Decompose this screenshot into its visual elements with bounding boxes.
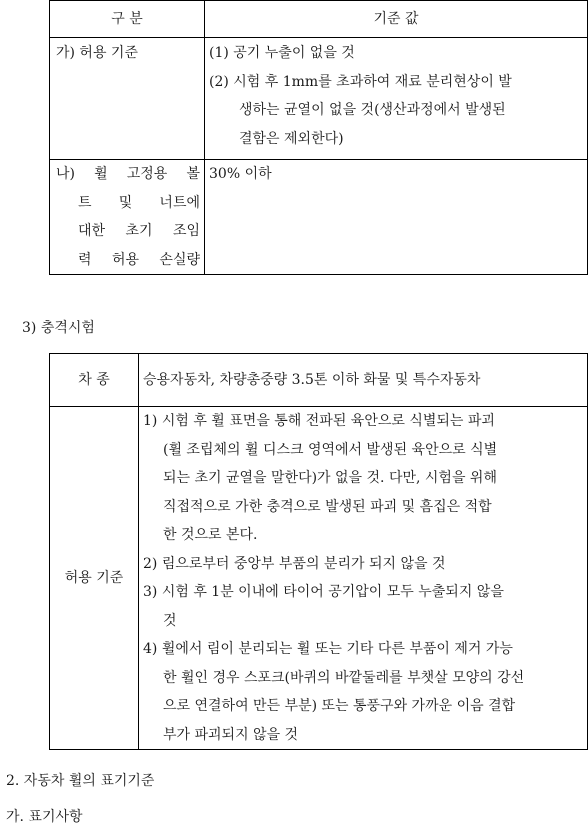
row-value-vehicle-type: 승용자동차, 차량총중량 3.5톤 이하 화물 및 특수자동차 [139, 354, 588, 407]
header-category: 구 분 [50, 1, 205, 38]
standards-table [49, 0, 588, 275]
criterion-line: (1) 공기 누출이 없을 것 [209, 45, 355, 61]
label-line: 트 및 너트에 [78, 194, 200, 211]
criterion-line: 한 것으로 본다. [163, 527, 258, 543]
row-label-vehicle-type: 차 종 [50, 354, 139, 407]
section-heading-wheel-marking: 2. 자동차 휠의 표기기준 [6, 773, 155, 789]
table-row [50, 38, 588, 160]
row-value-torque-loss: 30% 이하 [205, 160, 588, 275]
criterion-line: 부가 파괴되지 않을 것 [163, 726, 299, 743]
label-line: 력 허용 손실량 [78, 251, 200, 268]
impact-test-table [49, 353, 588, 750]
table-row [50, 354, 588, 407]
criterion-line: 3) 시험 후 1분 이내에 타이어 공기압이 모두 누출되지 않을 [143, 584, 504, 600]
table-row [50, 160, 588, 275]
table-row [50, 407, 588, 750]
criterion-line: 것 [163, 612, 177, 629]
criterion-line: 한 휠인 경우 스포크(바퀴의 바깥둘레를 부챗살 모양의 강선 [163, 669, 525, 686]
table-header-row [50, 1, 588, 38]
criterion-line: (2) 시험 후 1mm를 초과하여 재료 분리현상이 발 [209, 73, 512, 90]
subsection-heading-marking-items: 가. 표기사항 [6, 809, 83, 825]
criterion-line: 직접적으로 가한 충격으로 발생된 파괴 및 흠집은 적합 [163, 498, 492, 515]
row-value-allowable [205, 38, 588, 160]
criterion-line: 1) 시험 후 휠 표면을 통해 전파된 육안으로 식별되는 파괴 [143, 413, 495, 429]
header-standard-value: 기준 값 [205, 1, 588, 38]
criterion-line: 4) 휠에서 림이 분리되는 휠 또는 기타 다른 부품이 제거 가능 [143, 641, 513, 657]
row-value-allowable [139, 407, 588, 750]
row-label-torque-loss [50, 160, 205, 275]
section-heading-impact-test: 3) 충격시험 [22, 320, 95, 336]
row-label-allowable: 허용 기준 [50, 407, 139, 750]
criterion-line: 되는 초기 균열을 말한다)가 없을 것. 다만, 시험을 위해 [163, 470, 497, 486]
criterion-line: 생하는 균열이 없을 것(생산과정에서 발생된 [239, 102, 506, 118]
criterion-line: 결함은 제외한다) [239, 130, 344, 147]
criterion-line: 2) 림으로부터 중앙부 부품의 분리가 되지 않을 것 [143, 555, 446, 572]
criterion-line: 으로 연결하여 만든 부분) 또는 통풍구와 가까운 이음 결합 [163, 698, 516, 714]
row-label-allowable: 가) 허용 기준 [50, 38, 205, 160]
label-line: 대한 초기 조임 [78, 223, 200, 239]
criterion-line: (휠 조립체의 휠 디스크 영역에서 발생된 육안으로 식별 [163, 441, 498, 458]
label-line: 나) 휠 고정용 볼 [56, 166, 200, 182]
